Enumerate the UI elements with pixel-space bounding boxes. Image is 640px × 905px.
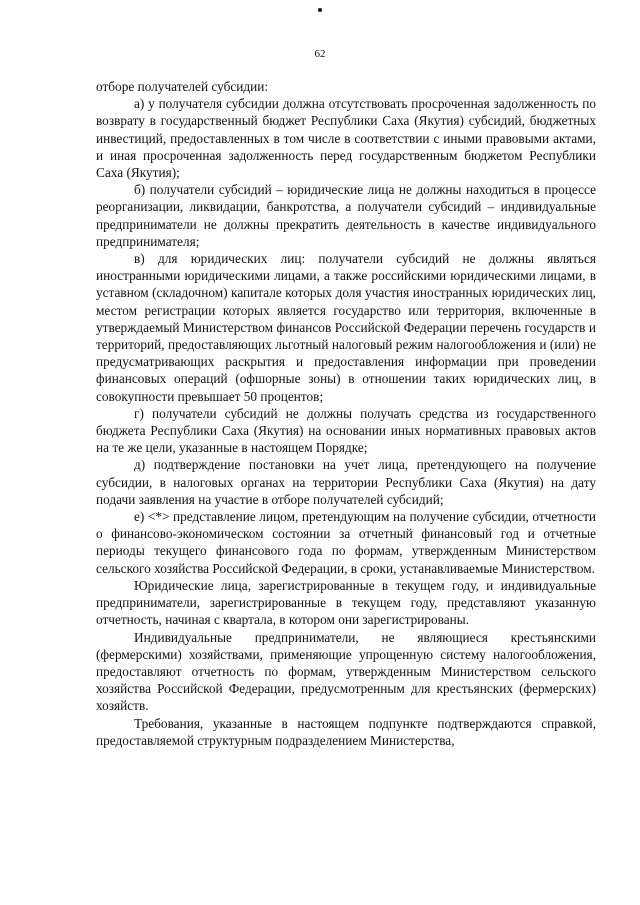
- page-number: 62: [314, 48, 326, 60]
- paragraph-item-b: б) получатели субсидий – юридические лица не должны находиться в процессе реорганизации, ликвидации, банкротства, а получатели субсидий – индивидуальные предприниматели не должны прекратить деятельность в качестве индивидуального предпринимателя;: [96, 182, 596, 249]
- document-body: [96, 78, 596, 749]
- paragraph-intro: отборе получателей субсидии:: [96, 79, 269, 94]
- paragraph-requirements: Требования, указанные в настоящем подпункте подтверждаются справкой, предоставляемой структурным подразделением Министерства,: [96, 715, 596, 748]
- paragraph-item-e: е) <*> представление лицом, претендующим на получение субсидии, отчетности о финансово-экономическом состоянии за отчетный финансовый год и отчетные периоды текущего финансового года по формам, утвержденным Министерством сельского хозяйства Российской Федерации, в сроки, устанавливаемые Министерством.: [96, 509, 596, 576]
- paragraph-legal-entities: Юридические лица, зарегистрированные в текущем году, и индивидуальные предприниматели, зарегистрированные в текущем году, представляют указанную отчетность, начиная с квартала, в котором они зарегистрированы.: [96, 577, 596, 628]
- paragraph-individual-entrepreneurs: Индивидуальные предприниматели, не являющиеся крестьянскими (фермерскими) хозяйствами, применяющие упрощенную систему налогообложения, предоставляют отчетность по формам, утвержденным Министерством сельского хозяйства Российской Федерации, предусмотренным для крестьянских (фермерских) хозяйств.: [96, 629, 596, 714]
- paragraph-item-g: г) получатели субсидий не должны получать средства из государственного бюджета Республики Саха (Якутия) на основании иных нормативных правовых актов на те же цели, указанные в настоящем Порядке;: [96, 405, 596, 456]
- paragraph-item-a: а) у получателя субсидии должна отсутствовать просроченная задолженность по возврату в государственный бюджет Республики Саха (Якутия) субсидий, бюджетных инвестиций, предоставленных в том числе в соответствии с иными правовыми актами, и иная просроченная задолженность перед государственным бюджетом Республики Саха (Якутия);: [96, 96, 596, 181]
- page-mark-dot: [318, 8, 322, 12]
- paragraph-item-v: в) для юридических лиц: получатели субсидий не должны являться иностранными юридическими лицами, а также российскими юридическими лицами, в уставном (складочном) капитале которых доля участия иностранных юридических лиц, местом регистрации которых является государство или территория, включенные в утверждаемый Министерством финансов Российской Федерации перечень государств и территорий, предоставляющих льготный налоговый режим налогообложения и (или) не предусматривающих раскрытия и предоставления информации при проведении финансовых операций (офшорные зоны) в отношении таких юридических лиц, в совокупности превышает 50 процентов;: [96, 251, 596, 404]
- paragraph-item-d: д) подтверждение постановки на учет лица, претендующего на получение субсидии, в налоговых органах на территории Республики Саха (Якутия) на дату подачи заявления на участие в отборе получателей субсидий;: [96, 457, 596, 507]
